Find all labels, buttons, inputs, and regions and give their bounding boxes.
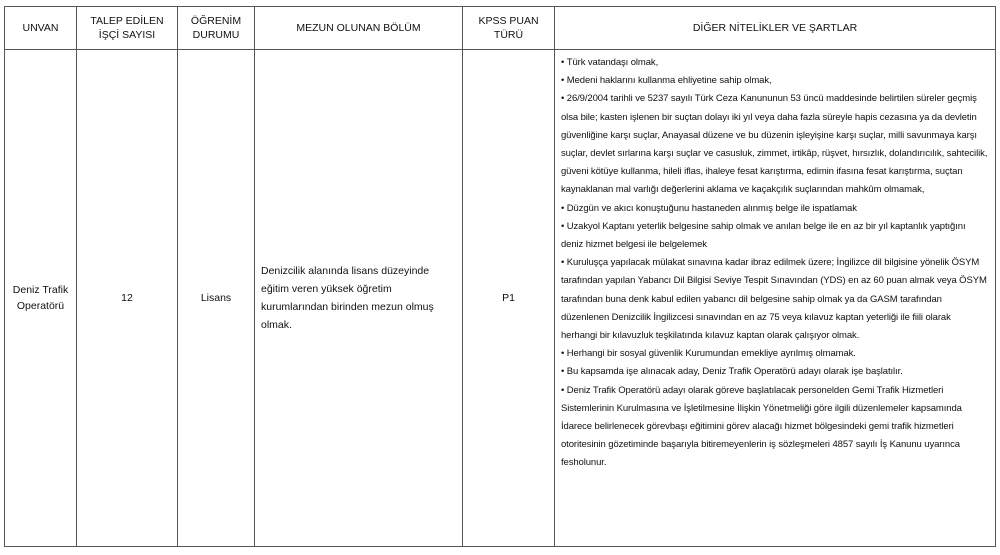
header-talep-edilen-isci-sayisi <box>77 7 178 50</box>
header-kpss-line-1: KPSS PUAN <box>478 15 539 27</box>
cell-unvan <box>5 50 77 547</box>
header-talep-line-2: İŞÇİ SAYISI <box>98 29 156 41</box>
header-talep-line-1: TALEP EDİLEN <box>90 15 164 27</box>
list-item: • Düzgün ve akıcı konuştuğunu hastaneden alınmış belge ile ispatlamak <box>561 200 989 218</box>
cell-diger-nitelikler <box>555 50 996 547</box>
unvan-line-2: Operatörü <box>16 300 65 312</box>
unvan-line-1: Deniz Trafik <box>12 284 69 296</box>
list-item: • Deniz Trafik Operatörü adayı olarak göreve başlatılacak personelden Gemi Trafik Hizmetleri Sistemlerinin Kurulmasına ve İşletilmesine İlişkin Yönetmeliği göre ilgili düzenlemeler kapsamında İdarece belirlenecek görevbaşı eğitimini görev alacağı hizmet bölgesindeki gemi trafik hizmetleri otoritesinin gözetiminde başarıyla bitiremeyenlerin iş sözleşmeleri 4857 sayılı İş Kanunu uyarınca fesholunur. <box>561 382 989 473</box>
cell-kpss-puan-turu: P1 <box>463 50 555 547</box>
header-ogrenim-line-1: ÖĞRENİM <box>190 15 242 27</box>
list-item: • 26/9/2004 tarihli ve 5237 sayılı Türk Ceza Kanununun 53 üncü maddesinde belirtilen süreler geçmiş olsa bile; kasten işlenen bir suçtan dolayı iki yıl veya daha fazla süreyle hapis cezasına ya da devletin güvenliğine karşı suçlar, Anayasal düzene ve bu düzenin işleyişine karşı suçlar, milli savunmaya karşı suçlar, devlet sırlarına karşı suçlar ve casusluk, zimmet, irtikâp, rüşvet, hırsızlık, dolandırıcılık, sahtecilik, güveni kötüye kullanma, hileli iflas, ihaleye fesat karıştırma, edimin ifasına fesat karıştırma, suçtan kaynaklanan mal varlığı değerlerini aklama ve kaçakçılık suçlarından mahkûm olmamak, <box>561 90 989 199</box>
header-mezun-olunan-bolum: MEZUN OLUNAN BÖLÜM <box>255 7 463 50</box>
cell-mezun-olunan-bolum: Denizcilik alanında lisans düzeyinde eğitim veren yüksek öğretim kurumlarından birinden mezun olmuş olmak. <box>255 50 463 547</box>
list-item: • Herhangi bir sosyal güvenlik Kurumundan emekliye ayrılmış olmamak. <box>561 345 989 363</box>
cell-talep-edilen-isci-sayisi: 12 <box>77 50 178 547</box>
cell-ogrenim-durumu: Lisans <box>178 50 255 547</box>
table-row <box>5 50 996 547</box>
header-unvan: UNVAN <box>5 7 77 50</box>
job-requirements-table <box>4 6 996 547</box>
list-item: • Bu kapsamda işe alınacak aday, Deniz Trafik Operatörü adayı olarak işe başlatılır. <box>561 363 989 381</box>
list-item: • Türk vatandaşı olmak, <box>561 54 989 72</box>
header-ogrenim-line-2: DURUMU <box>192 29 240 41</box>
header-diger-nitelikler: DİĞER NİTELİKLER VE ŞARTLAR <box>555 7 996 50</box>
header-row <box>5 7 996 50</box>
list-item: • Medeni haklarını kullanma ehliyetine sahip olmak, <box>561 72 989 90</box>
header-ogrenim-durumu <box>178 7 255 50</box>
header-kpss-puan-turu <box>463 7 555 50</box>
header-kpss-line-2: TÜRÜ <box>493 29 524 41</box>
list-item: • Kuruluşça yapılacak mülakat sınavına kadar ibraz edilmek üzere; İngilizce dil bilgisine yönelik ÖSYM tarafından yapılan Yabancı Dil Bilgisi Seviye Tespit Sınavından (YDS) en az 60 puan almak veya ÖSYM tarafından buna denk kabul edilen yabancı dil belgesine sahip olmak ya da GASM tarafından düzenlenen Denizcilik İngilizcesi sınavından en az 75 veya kılavuz kaptan yeterliği ile fiili olarak herhangi bir kılavuzluk teşkilatında kılavuz kaptan olarak çalışıyor olmak. <box>561 254 989 345</box>
list-item: • Uzakyol Kaptanı yeterlik belgesine sahip olmak ve anılan belge ile en az bir yıl kaptanlık yaptığını deniz hizmet belgesi ile belgelemek <box>561 218 989 254</box>
requirements-list <box>561 54 989 473</box>
